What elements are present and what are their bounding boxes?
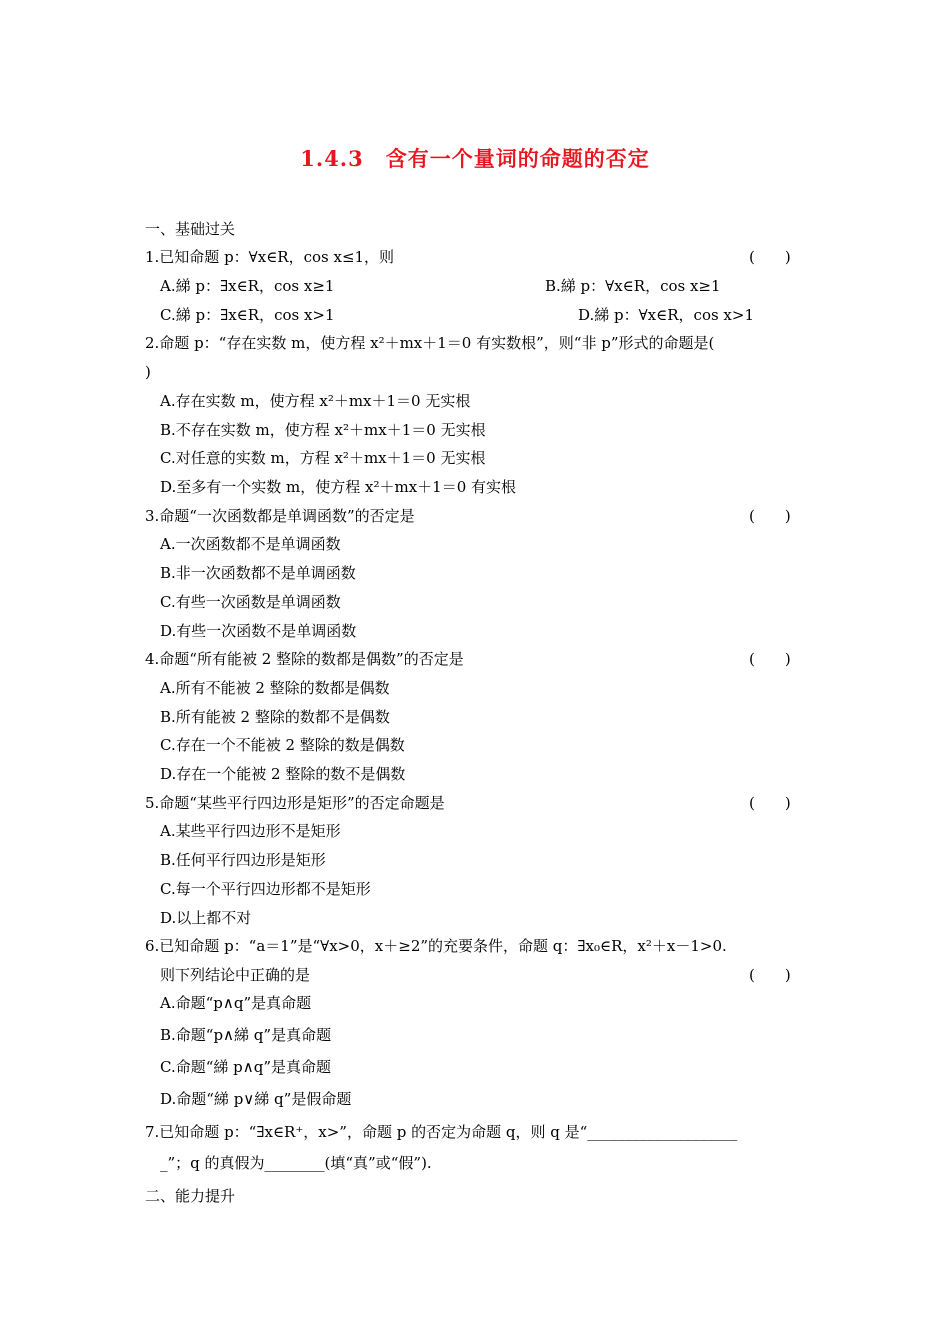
text-line: C.存在一个不能被 2 整除的数是偶数 bbox=[160, 736, 405, 754]
text-line: D.至多有一个实数 m，使方程 x²＋mx＋1＝0 有实根 bbox=[160, 478, 517, 496]
text-line: B.非一次函数都不是单调函数 bbox=[160, 564, 356, 582]
text-line: ) bbox=[145, 363, 151, 381]
text-line: 7.已知命题 p：“∃x∈R⁺，x>”，命题 p 的否定为命题 q，则 q 是“____________________ bbox=[145, 1123, 738, 1141]
text-line: 二、能力提升 bbox=[145, 1187, 236, 1205]
text-line: _”；q 的真假为________(填“真”或“假”). bbox=[160, 1154, 432, 1172]
answer-blank: ( ) bbox=[749, 966, 791, 984]
text-line: 4.命题“所有能被 2 整除的数都是偶数”的否定是 bbox=[145, 650, 464, 668]
text-line: D.有些一次函数不是单调函数 bbox=[160, 622, 357, 640]
option-right: D.綈 p：∀x∈R，cos x>1 bbox=[578, 306, 755, 324]
text-line: D.以上都不对 bbox=[160, 909, 252, 927]
text-line: 1.已知命题 p：∀x∈R，cos x≤1，则 bbox=[145, 248, 395, 266]
text-line: 则下列结论中正确的是 bbox=[160, 966, 311, 984]
text-line: 一、基础过关 bbox=[145, 220, 236, 238]
text-line: A.某些平行四边形不是矩形 bbox=[160, 822, 341, 840]
text-line: A.存在实数 m，使方程 x²＋mx＋1＝0 无实根 bbox=[160, 392, 471, 410]
text-line: A.命题“p∧q”是真命题 bbox=[160, 994, 312, 1012]
text-line: 3.命题“一次函数都是单调函数”的否定是 bbox=[145, 507, 415, 525]
text-line: B.不存在实数 m，使方程 x²＋mx＋1＝0 无实根 bbox=[160, 421, 486, 439]
answer-blank: ( ) bbox=[749, 507, 791, 525]
text-line: 5.命题“某些平行四边形是矩形”的否定命题是 bbox=[145, 794, 445, 812]
text-line: A.綈 p：∃x∈R，cos x≥1 bbox=[160, 277, 335, 295]
text-line: 6.已知命题 p：“a＝1”是“∀x>0，x＋≥2”的充要条件，命题 q：∃x₀∈R，x²＋x－1>0. bbox=[145, 937, 727, 955]
text-line: A.一次函数都不是单调函数 bbox=[160, 535, 341, 553]
text-line: C.綈 p：∃x∈R，cos x>1 bbox=[160, 306, 335, 324]
option-right: B.綈 p：∀x∈R，cos x≥1 bbox=[545, 277, 721, 295]
text-line: C.有些一次函数是单调函数 bbox=[160, 593, 341, 611]
page-title: 1.4.3 含有一个量词的命题的否定 bbox=[300, 146, 650, 171]
text-line: C.对任意的实数 m，方程 x²＋mx＋1＝0 无实根 bbox=[160, 449, 486, 467]
text-line: C.命题“綈 p∧q”是真命题 bbox=[160, 1058, 331, 1076]
text-line: D.存在一个能被 2 整除的数不是偶数 bbox=[160, 765, 406, 783]
text-line: B.命题“p∧綈 q”是真命题 bbox=[160, 1026, 332, 1044]
answer-blank: ( ) bbox=[749, 248, 791, 266]
text-line: 2.命题 p：“存在实数 m，使方程 x²＋mx＋1＝0 有实数根”，则“非 p”形式的命题是( bbox=[145, 334, 715, 352]
text-line: A.所有不能被 2 整除的数都是偶数 bbox=[160, 679, 390, 697]
text-line: B.所有能被 2 整除的数都不是偶数 bbox=[160, 708, 390, 726]
text-line: B.任何平行四边形是矩形 bbox=[160, 851, 326, 869]
answer-blank: ( ) bbox=[749, 650, 791, 668]
text-line: C.每一个平行四边形都不是矩形 bbox=[160, 880, 371, 898]
text-line: D.命题“綈 p∨綈 q”是假命题 bbox=[160, 1090, 352, 1108]
answer-blank: ( ) bbox=[749, 794, 791, 812]
